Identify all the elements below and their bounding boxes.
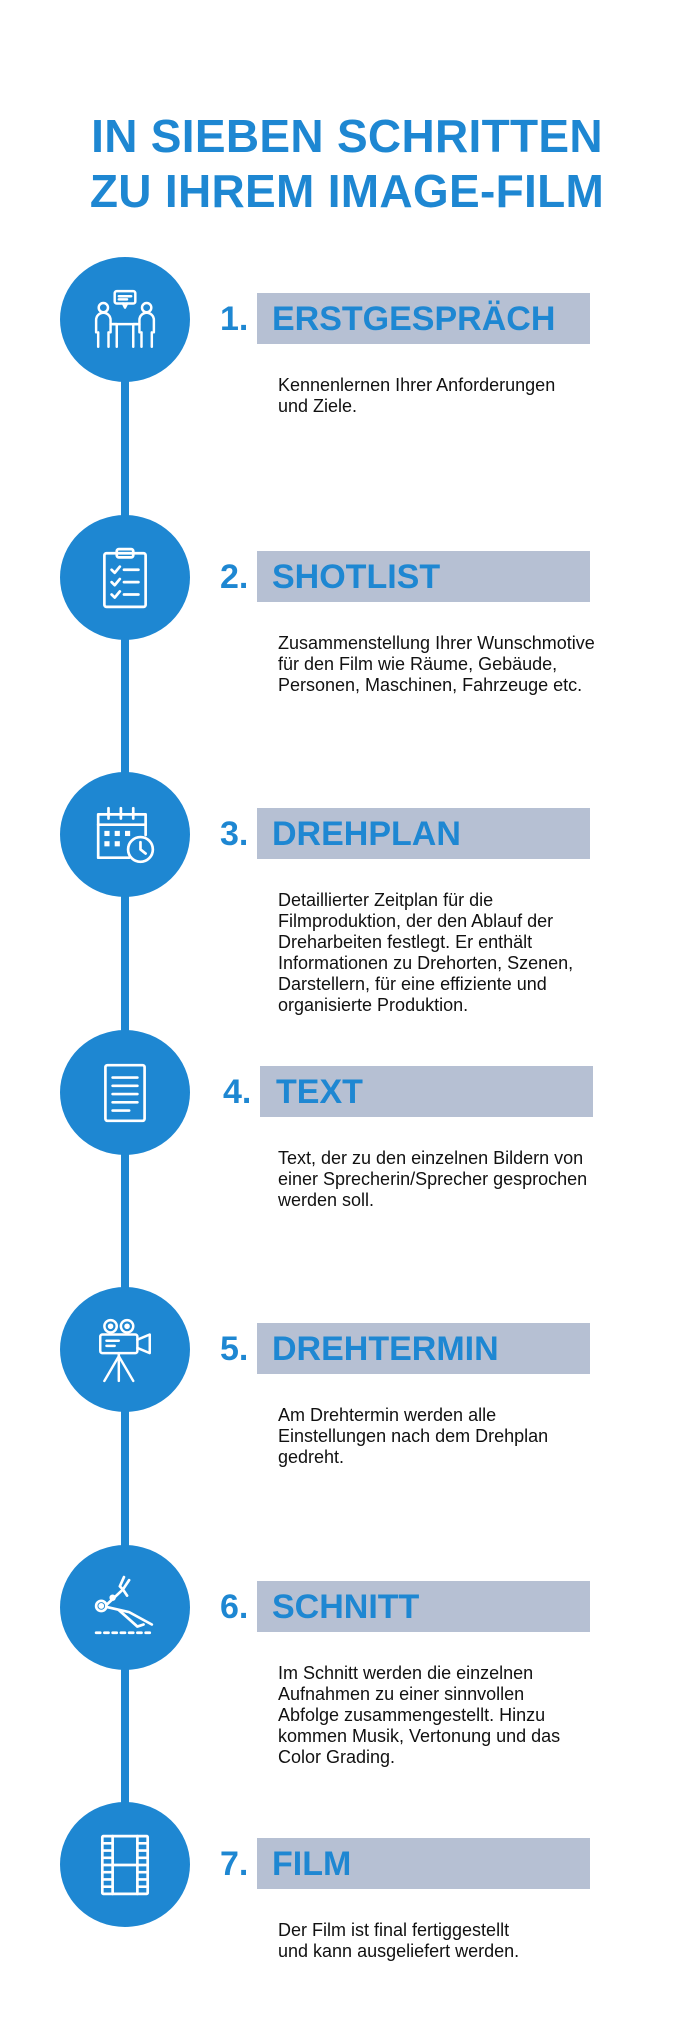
step-7-line-1: Der Film ist final fertiggestellt xyxy=(278,1920,510,1940)
step-2-circle xyxy=(60,515,190,640)
step-4-line-2: einer Sprecherin/Sprecher gesprochen xyxy=(278,1169,588,1189)
film-camera-icon xyxy=(92,1317,158,1383)
step-6-line-4: kommen Musik, Vertonung und das xyxy=(278,1726,561,1746)
step-6-line-1: Im Schnitt werden die einzelnen xyxy=(278,1663,534,1683)
step-2-line-1: Zusammenstellung Ihrer Wunschmotive xyxy=(278,633,595,653)
step-6-number: 6. xyxy=(220,1588,249,1626)
step-4-line-1: Text, der zu den einzelnen Bildern von xyxy=(278,1148,584,1168)
step-4-number: 4. xyxy=(223,1073,252,1111)
step-5-circle xyxy=(60,1287,190,1412)
step-1-number: 1. xyxy=(220,300,249,338)
step-2-description xyxy=(278,633,668,696)
page-title xyxy=(0,109,694,219)
step-1 xyxy=(0,257,694,497)
step-3-line-5: Darstellern, für eine effiziente und xyxy=(278,974,547,994)
step-5-line-2: Einstellungen nach dem Drehplan xyxy=(278,1426,549,1446)
step-5-line-1: Am Drehtermin werden alle xyxy=(278,1405,497,1425)
step-3-line-4: Informationen zu Drehorten, Szenen, xyxy=(278,953,574,973)
step-4-description xyxy=(278,1148,668,1211)
step-1-title: ERSTGESPRÄCH xyxy=(272,300,556,338)
step-3-circle xyxy=(60,772,190,897)
scissors-icon xyxy=(92,1575,158,1641)
step-4-circle xyxy=(60,1030,190,1155)
calendar-clock-icon xyxy=(92,802,158,868)
step-3 xyxy=(0,772,694,1015)
step-7-circle xyxy=(60,1802,190,1927)
step-6-title: SCHNITT xyxy=(272,1588,420,1626)
step-6-description xyxy=(278,1663,668,1768)
step-6 xyxy=(0,1545,694,1785)
step-4 xyxy=(0,1030,694,1270)
step-2-line-3: Personen, Maschinen, Fahrzeuge etc. xyxy=(278,675,583,695)
step-2 xyxy=(0,515,694,755)
step-7-number: 7. xyxy=(220,1845,249,1883)
step-3-description xyxy=(278,890,668,1016)
step-1-line-1: Kennenlernen Ihrer Anforderungen xyxy=(278,375,556,395)
step-6-line-3: Abfolge zusammengestellt. Hinzu xyxy=(278,1705,546,1725)
step-3-title: DREHPLAN xyxy=(272,815,461,853)
step-5-number: 5. xyxy=(220,1330,249,1368)
step-2-number: 2. xyxy=(220,558,249,596)
step-7-title: FILM xyxy=(272,1845,352,1883)
step-5-description xyxy=(278,1405,668,1468)
step-1-description xyxy=(278,375,668,417)
step-1-line-2: und Ziele. xyxy=(278,396,358,416)
step-3-line-6: organisierte Produktion. xyxy=(278,995,469,1015)
title-line-2: ZU IHREM IMAGE-FILM xyxy=(89,164,605,217)
film-strip-icon xyxy=(92,1832,158,1898)
step-5-title: DREHTERMIN xyxy=(272,1330,499,1368)
step-7 xyxy=(0,1802,694,2042)
step-3-number: 3. xyxy=(220,815,249,853)
step-4-line-3: werden soll. xyxy=(278,1190,375,1210)
step-6-circle xyxy=(60,1545,190,1670)
step-4-title: TEXT xyxy=(276,1073,363,1111)
title-line-1: IN SIEBEN SCHRITTEN xyxy=(91,109,603,162)
step-5-line-3: gedreht. xyxy=(278,1447,345,1467)
meeting-icon xyxy=(92,287,158,353)
step-3-line-1: Detaillierter Zeitplan für die xyxy=(278,890,494,910)
document-icon xyxy=(92,1060,158,1126)
step-6-line-5: Color Grading. xyxy=(278,1747,396,1767)
step-6-line-2: Aufnahmen zu einer sinnvollen xyxy=(278,1684,525,1704)
step-7-description xyxy=(278,1920,668,1962)
clipboard-checklist-icon xyxy=(92,545,158,611)
step-2-title: SHOTLIST xyxy=(272,558,441,596)
step-2-line-2: für den Film wie Räume, Gebäude, xyxy=(278,654,558,674)
step-1-circle xyxy=(60,257,190,382)
step-3-line-3: Dreharbeiten festlegt. Er enthält xyxy=(278,932,533,952)
step-7-line-2: und kann ausgeliefert werden. xyxy=(278,1941,520,1961)
step-3-line-2: Filmproduktion, der den Ablauf der xyxy=(278,911,554,931)
step-5 xyxy=(0,1287,694,1527)
